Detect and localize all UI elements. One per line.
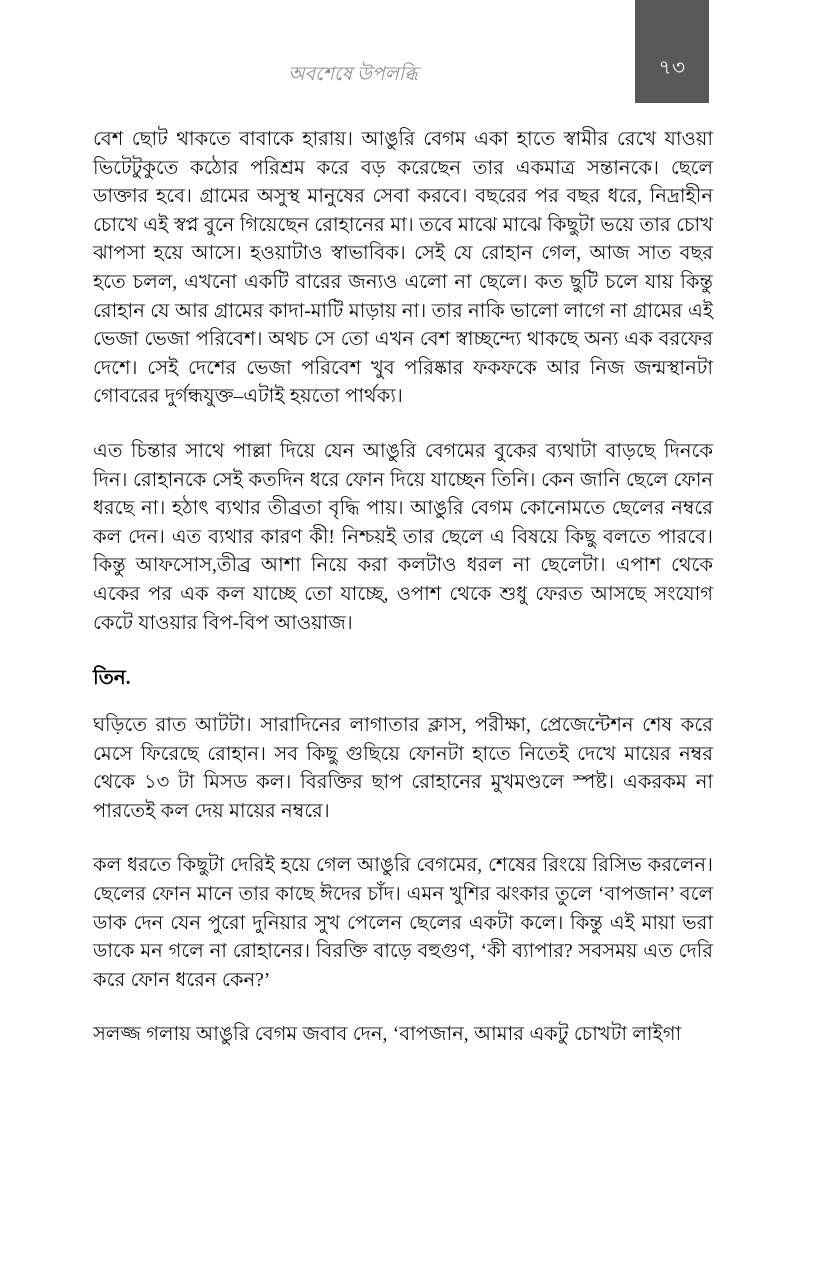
page-number: ৭৩ [658,57,686,79]
page-content [93,126,713,1050]
page-number-box [635,0,709,103]
body-paragraph: সলজ্জ গলায় আঙুরি বেগম জবাব দেন, ‘বাপজান, আমার একটু চোখটা লাইগা [93,1024,682,1046]
body-paragraph: কল ধরতে কিছুটা দেরিই হয়ে গেল আঙুরি বেগমের, শেষের রিংয়ে রিসিভ করলেন। ছেলের ফোন মানে তার কাছে ঈদের চাঁদ। এমন খুশির ঝংকার তুলে ‘বাপজান’ বলে ডাক দেন যেন পুরো দুনিয়ার সুখ পেলেন ছেলের একটা কলে। কিন্তু এই মায়া ভরা ডাকে মন গলে না রোহানের। বিরক্তি বাড়ে বহুগুণ, ‘কী ব্যাপার? সবসময় এত দেরি করে ফোন ধরেন কেন?’ [93,855,713,991]
body-paragraph: এত চিন্তার সাথে পাল্লা দিয়ে যেন আঙুরি বেগমের বুকের ব্যথাটা বাড়ছে দিনকে দিন। রোহানকে সেই কতদিন ধরে ফোন দিয়ে যাচ্ছেন তিনি। কেন জানি ছেলে ফোন ধরছে না। হঠাৎ ব্যথার তীব্রতা বৃদ্ধি পায়। আঙুরি বেগম কোনোমতে ছেলের নম্বরে কল দেন। এত ব্যথার কারণ কী! নিশ্চয়ই তার ছেলে এ বিষয়ে কিছু বলতে পারবে। কিন্তু আফসোস,তীব্র আশা নিয়ে করা কলটাও ধরল না ছেলেটা। এপাশ থেকে একের পর এক কল যাচ্ছে তো যাচ্ছে, ওপাশ থেকে শুধু ফেরত আসছে সংযোগ কেটে যাওয়ার বিপ-বিপ আওয়াজ। [93,440,713,634]
body-paragraph: বেশ ছোট থাকতে বাবাকে হারায়। আঙুরি বেগম একা হাতে স্বামীর রেখে যাওয়া ভিটেটুকুতে কঠোর পরিশ্রম করে বড় করেছেন তার একমাত্র সন্তানকে। ছেলে ডাক্তার হবে। গ্রামের অসুস্থ মানুষের সেবা করবে। বছরের পর বছর ধরে, নিদ্রাহীন চোখে এই স্বপ্ন বুনে গিয়েছেন রোহানের মা। তবে মাঝে মাঝে কিছুটা ভয়ে তার চোখ ঝাপসা হয়ে আসে। হওয়াটাও স্বাভাবিক। সেই যে রোহান গেল, আজ সাত বছর হতে চলল, এখনো একটি বারের জন্যও এলো না ছেলে। কত ছুটি চলে যায় কিন্তু রোহান যে আর গ্রামের কাদা-মাটি মাড়ায় না। তার নাকি ভালো লাগে না গ্রামের এই ভেজা ভেজা পরিবেশ। অথচ সে তো এখন বেশ স্বাচ্ছন্দ্যে থাকছে অন্য এক বরফের দেশে। সেই দেশের ভেজা পরিবেশ খুব পরিষ্কার ফকফকে আর নিজ জন্মস্থানটা গোবরের দুর্গন্ধযুক্ত–এটাই হয়তো পার্থক্য। [93,129,713,408]
section-heading: তিন. [93,667,131,690]
body-paragraph: ঘড়িতে রাত আটটা। সারাদিনের লাগাতার ক্লাস, পরীক্ষা, প্রেজেন্টেশন শেষ করে মেসে ফিরেছে রোহান। সব কিছু গুছিয়ে ফোনটা হাতে নিতেই দেখে মায়ের নম্বর থেকে ১৩ টা মিসড কল। বিরক্তির ছাপ রোহানের মুখমণ্ডলে স্পষ্ট। একরকম না পারতেই কল দেয় মায়ের নম্বরে। [93,715,713,822]
running-header-title: অবশেষে উপলব্ধি [288,64,418,85]
